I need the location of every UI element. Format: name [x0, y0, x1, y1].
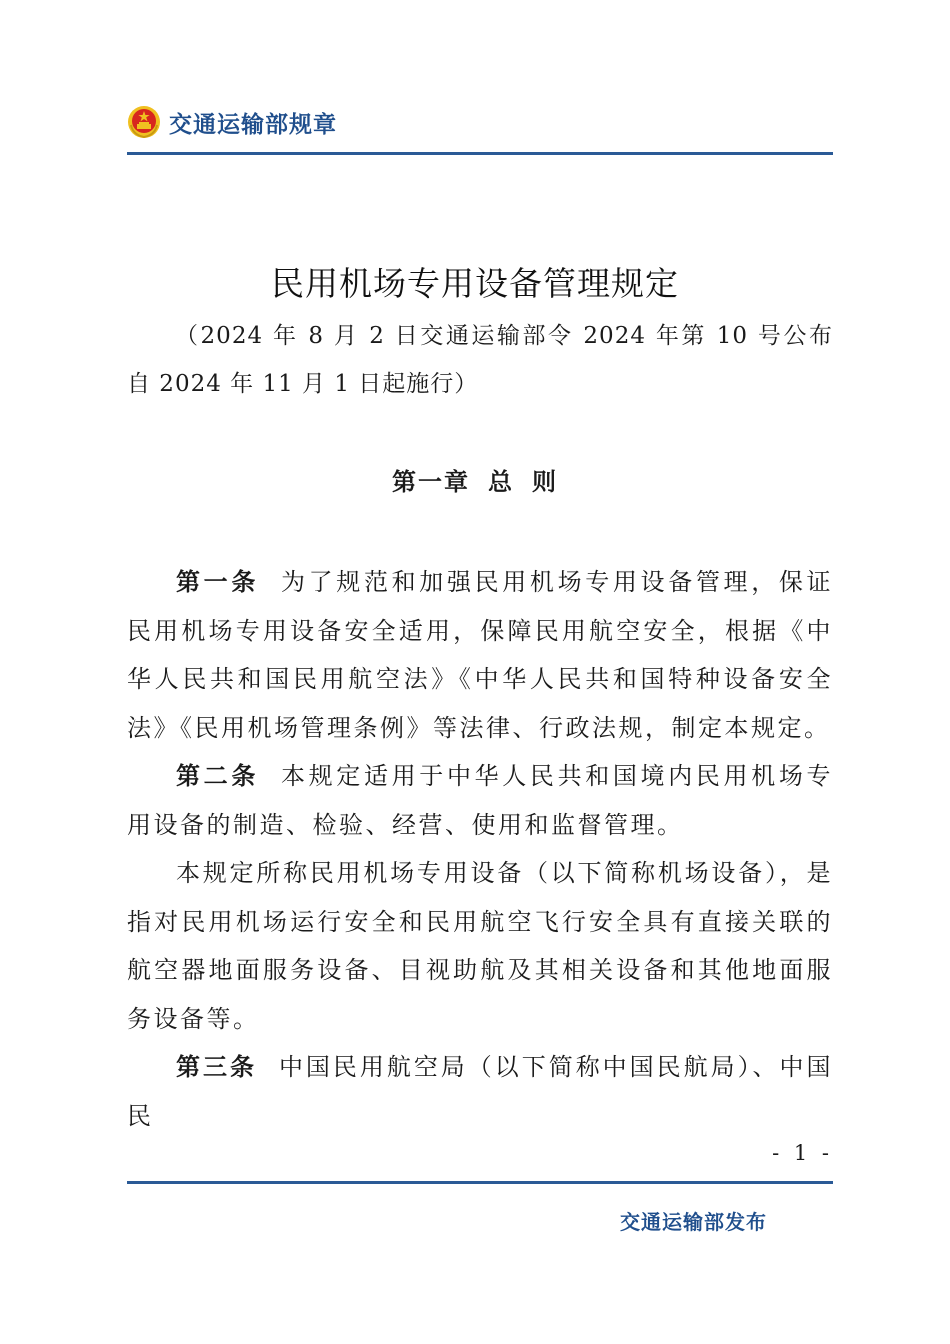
article-text: 中国民用航空局（以下简称中国民航局）、中国民 — [127, 1053, 834, 1130]
article-label: 第三条 — [176, 1053, 257, 1081]
article-paragraph — [127, 752, 833, 849]
article-text: 本规定所称民用机场专用设备（以下简称机场设备），是指对民用机场运行安全和民用航空飞行安全具有直接关联的航空器地面服务设备、目视助航及其相关设备和其他地面服务设备等。 — [127, 859, 833, 1033]
chapter-heading — [0, 462, 950, 497]
document-body — [127, 558, 833, 1140]
article-paragraph — [127, 558, 833, 752]
footer-divider — [127, 1181, 833, 1184]
footer-publisher: 交通运输部发布 — [620, 1210, 767, 1234]
article-paragraph — [127, 849, 833, 1043]
header-divider — [127, 152, 833, 155]
document-subtitle: （2024 年 8 月 2 日交通运输部令 2024 年第 10 号公布 自 2024 年 11 月 1 日起施行） — [127, 323, 857, 397]
page-number: - 1 - — [772, 1141, 833, 1165]
article-text: 为了规范和加强民用机场专用设备管理，保证民用机场专用设备安全适用，保障民用航空安全，根据《中华人民共和国民用航空法》《中华人民共和国特种设备安全法》《民用机场管理条例》等法律、行政法规，制定本规定。 — [127, 568, 834, 742]
article-label: 第二条 — [176, 762, 259, 790]
document-title: 民用机场专用设备管理规定 — [271, 264, 679, 303]
header-title: 交通运输部规章 — [169, 111, 337, 138]
chapter-name-part-1: 总 — [488, 468, 514, 496]
article-paragraph — [127, 1043, 833, 1140]
national-emblem-icon — [127, 105, 161, 139]
page-header — [127, 100, 337, 144]
article-text: 本规定适用于中华人民共和国境内民用机场专用设备的制造、检验、经营、使用和监督管理。 — [127, 762, 834, 839]
article-label: 第一条 — [176, 568, 259, 596]
chapter-name-part-2: 则 — [532, 468, 558, 496]
chapter-number: 第一章 — [392, 468, 470, 496]
